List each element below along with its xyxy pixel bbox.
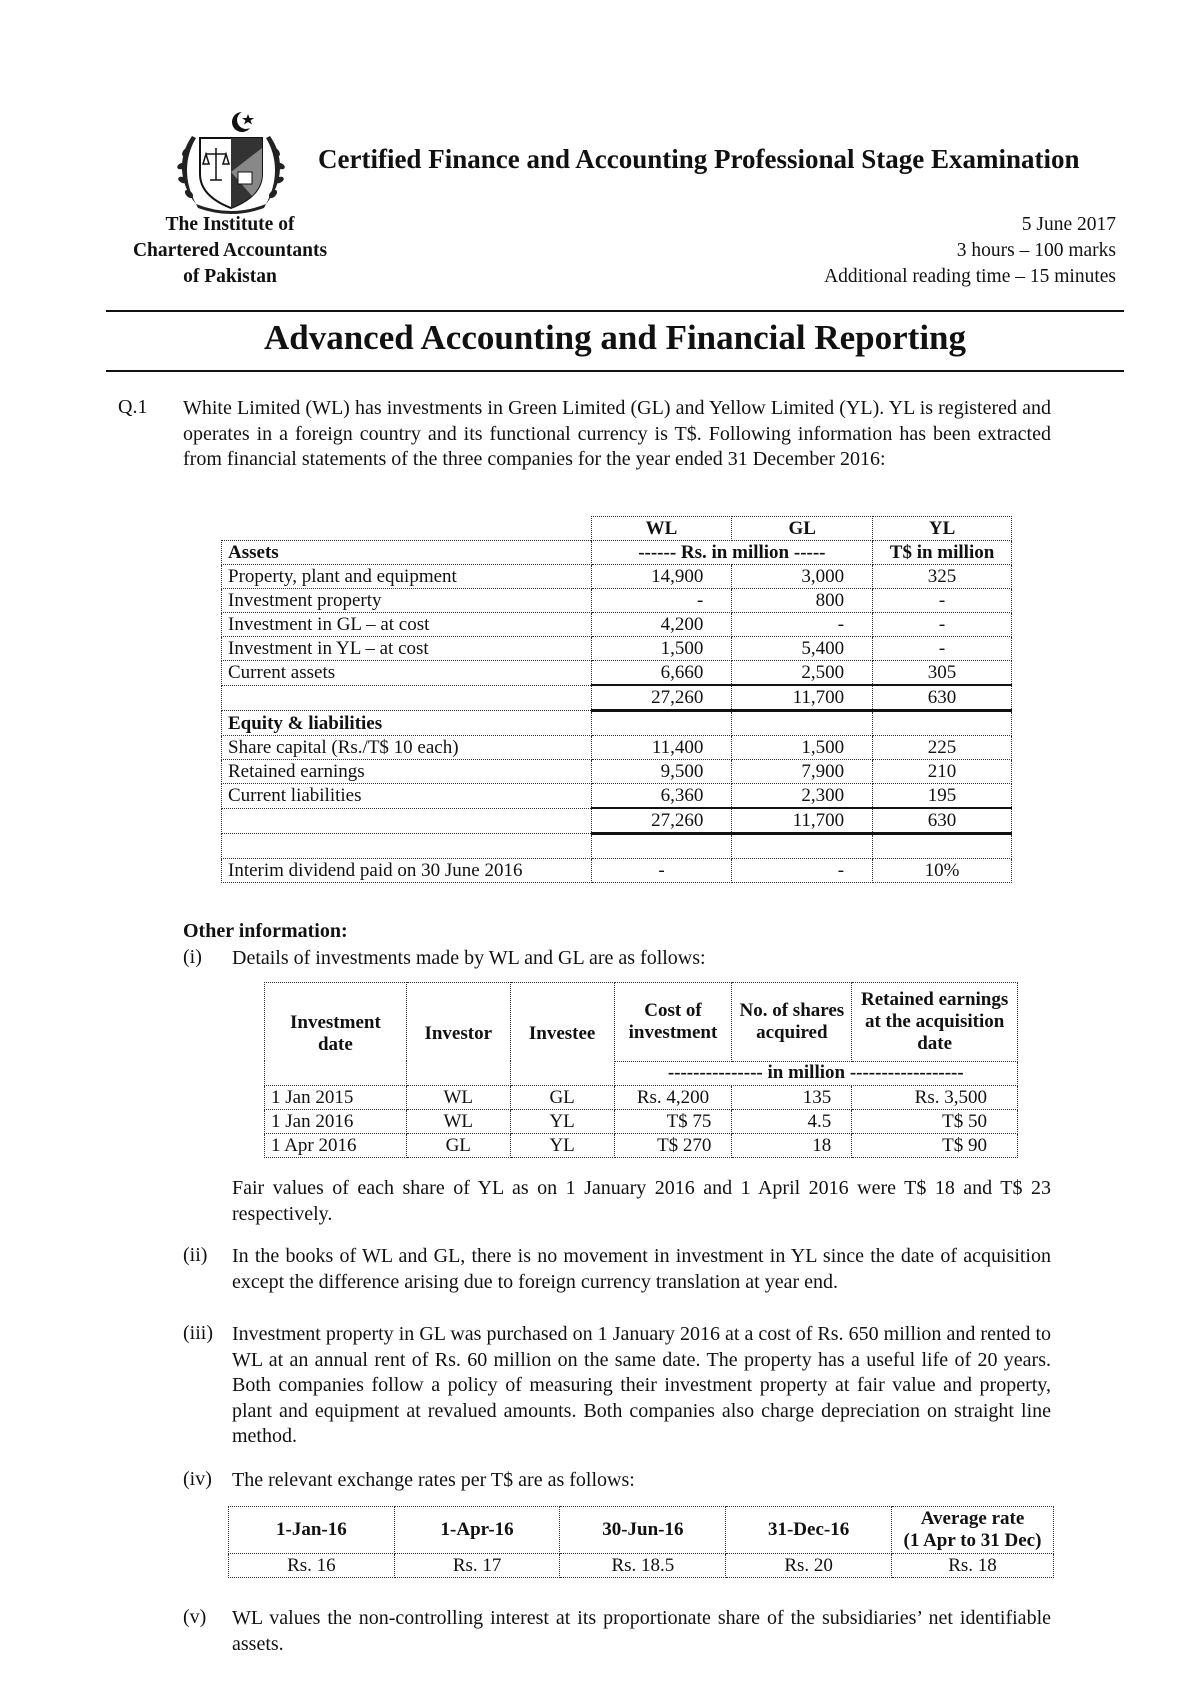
total-wl: 27,260 [591, 808, 732, 834]
item-number: (v) [183, 1606, 207, 1628]
cell-yl: 10% [873, 859, 1012, 883]
cell-gl: 7,900 [732, 760, 873, 784]
cell-investee: GL [510, 1086, 614, 1110]
table-row [265, 1086, 1018, 1110]
blank-cell [591, 834, 732, 859]
cell-yl: - [873, 589, 1012, 613]
table-row [222, 760, 1012, 784]
col-header-line: Average rate [920, 1508, 1025, 1529]
exam-duration: 3 hours – 100 marks [956, 240, 1116, 261]
col-header: 31-Dec-16 [726, 1507, 892, 1554]
cell-re: T$ 90 [852, 1134, 1018, 1158]
dividend-row [222, 859, 1012, 883]
table-row [222, 784, 1012, 809]
cell-investor: WL [406, 1110, 510, 1134]
equity-heading: Equity & liabilities [222, 711, 592, 736]
cell-wl: - [591, 859, 732, 883]
row-label: Current liabilities [222, 784, 592, 809]
item-text: Investment property in GL was purchased on 1 January 2016 at a cost of Rs. 650 million and rented to WL at an annual rent of Rs. 60 million on the same date. The property has a useful life of 20 years. Both companies follow a policy of measuring their investment property at fair value and property, plant and equipment at revalued amounts. Both companies also charge depreciation on straight line method. [232, 1323, 1051, 1447]
cell-wl: 6,660 [591, 661, 732, 686]
blank-cell [222, 517, 592, 541]
cell-wl: - [591, 589, 732, 613]
cell-date: 1 Jan 2016 [265, 1110, 407, 1134]
cell-cost: T$ 75 [614, 1110, 732, 1134]
total-gl: 11,700 [732, 808, 873, 834]
cell-gl: 1,500 [732, 736, 873, 760]
cell-date: 1 Jan 2015 [265, 1086, 407, 1110]
blank-cell [732, 711, 873, 736]
exam-title: Certified Finance and Accounting Professional Stage Examination [318, 144, 1080, 174]
col-header: 1-Jan-16 [229, 1507, 395, 1554]
cell-investor: WL [406, 1086, 510, 1110]
cell-yl: 210 [873, 760, 1012, 784]
units-ts: T$ in million [873, 541, 1012, 565]
col-header: 1-Apr-16 [394, 1507, 560, 1554]
col-header-gl: GL [732, 517, 873, 541]
spacer-row [222, 834, 1012, 859]
row-label: Investment property [222, 589, 592, 613]
cell-wl: 1,500 [591, 637, 732, 661]
question-intro: White Limited (WL) has investments in Green Limited (GL) and Yellow Limited (YL). YL is registered and operates in a foreign country and its functional currency is T$. Following information has been extracted from financial statements of the three companies for the year ended 31 December 2016: [183, 397, 1051, 470]
cell-shares: 18 [732, 1134, 852, 1158]
table-header-row [265, 983, 1018, 1062]
table-header-row [222, 517, 1012, 541]
table-row [222, 613, 1012, 637]
cell-shares: 4.5 [732, 1110, 852, 1134]
paper-title: Advanced Accounting and Financial Reporting [263, 318, 967, 357]
row-label: Investment in YL – at cost [222, 637, 592, 661]
other-info-heading: Other information: [183, 920, 348, 942]
table-row [222, 565, 1012, 589]
institute-line: of Pakistan [183, 266, 277, 287]
row-label: Investment in GL – at cost [222, 613, 592, 637]
equity-total-row [222, 808, 1012, 834]
total-yl: 630 [873, 808, 1012, 834]
table-row [222, 541, 1012, 565]
table-row [222, 711, 1012, 736]
item-text: Details of investments made by WL and GL are as follows: [232, 947, 706, 969]
item-number: (iii) [183, 1322, 213, 1344]
institute-line: Chartered Accountants [132, 240, 328, 261]
cell-gl: 2,300 [732, 784, 873, 809]
cell-re: T$ 50 [852, 1110, 1018, 1134]
rate-cell: Rs. 18 [892, 1554, 1054, 1578]
row-label: Retained earnings [222, 760, 592, 784]
cell-wl: 11,400 [591, 736, 732, 760]
institute-line: The Institute of [165, 214, 295, 235]
institute-name [110, 212, 350, 290]
question-number: Q.1 [118, 396, 148, 418]
item-text: In the books of WL and GL, there is no movement in investment in YL since the date of acquisition except the difference arising due to foreign currency translation at year end. [232, 1245, 1051, 1293]
col-header-average [892, 1507, 1054, 1554]
col-header-wl: WL [591, 517, 732, 541]
row-label: Share capital (Rs./T$ 10 each) [222, 736, 592, 760]
cell-investee: YL [510, 1134, 614, 1158]
row-label: Interim dividend paid on 30 June 2016 [222, 859, 592, 883]
header-rule-top [106, 310, 1124, 312]
col-header-yl: YL [873, 517, 1012, 541]
item-number: (ii) [183, 1244, 208, 1266]
cell-investor: GL [406, 1134, 510, 1158]
exchange-rates-table [228, 1506, 1054, 1578]
cell-cost: T$ 270 [614, 1134, 732, 1158]
cell-yl: 325 [873, 565, 1012, 589]
item-number: (i) [183, 946, 202, 968]
total-yl: 630 [873, 685, 1012, 711]
header-rule-bottom [106, 370, 1124, 372]
cell-gl: 800 [732, 589, 873, 613]
row-label: Current assets [222, 661, 592, 686]
cell-yl: - [873, 637, 1012, 661]
blank-cell [222, 685, 592, 711]
blank-cell [873, 711, 1012, 736]
cell-shares: 135 [732, 1086, 852, 1110]
col-header-line: (1 Apr to 31 Dec) [903, 1530, 1042, 1551]
cell-yl: 305 [873, 661, 1012, 686]
cell-yl: 225 [873, 736, 1012, 760]
blank-cell [732, 834, 873, 859]
reading-time: Additional reading time – 15 minutes [824, 266, 1116, 287]
rate-cell: Rs. 16 [229, 1554, 395, 1578]
col-header: Investee [510, 983, 614, 1086]
investment-details-table [264, 982, 1018, 1158]
blank-cell [873, 834, 1012, 859]
cell-date: 1 Apr 2016 [265, 1134, 407, 1158]
col-header: Retained earnings at the acquisition date [852, 983, 1018, 1062]
table-row [222, 736, 1012, 760]
col-header: Investor [406, 983, 510, 1086]
cell-re: Rs. 3,500 [852, 1086, 1018, 1110]
table-row [222, 661, 1012, 686]
item-text: WL values the non-controlling interest at its proportionate share of the subsidiaries’ net identifiable assets. [232, 1607, 1051, 1655]
cell-investee: YL [510, 1110, 614, 1134]
institute-logo [172, 108, 290, 220]
cell-wl: 9,500 [591, 760, 732, 784]
rate-cell: Rs. 17 [394, 1554, 560, 1578]
cell-gl: - [732, 613, 873, 637]
units-rs: ------ Rs. in million ----- [591, 541, 873, 565]
rate-cell: Rs. 20 [726, 1554, 892, 1578]
assets-total-row [222, 685, 1012, 711]
blank-cell [222, 808, 592, 834]
item-number: (iv) [183, 1468, 212, 1490]
col-header: Investment date [265, 983, 407, 1086]
financial-statements-table [221, 516, 1012, 883]
table-row [265, 1110, 1018, 1134]
units-label: --------------- in million ------------------ [614, 1061, 1017, 1085]
cell-yl: - [873, 613, 1012, 637]
cell-gl: - [732, 859, 873, 883]
table-row [229, 1554, 1054, 1578]
col-header: No. of shares acquired [732, 983, 852, 1062]
exam-meta [824, 212, 1116, 290]
total-gl: 11,700 [732, 685, 873, 711]
table-row [222, 589, 1012, 613]
fair-value-note: Fair values of each share of YL as on 1 January 2016 and 1 April 2016 were T$ 18 and T$ 23 respectively. [232, 1177, 1051, 1225]
cell-wl: 14,900 [591, 565, 732, 589]
table-header-row [229, 1507, 1054, 1554]
cell-wl: 4,200 [591, 613, 732, 637]
rate-cell: Rs. 18.5 [560, 1554, 726, 1578]
assets-heading: Assets [222, 541, 592, 565]
cell-gl: 5,400 [732, 637, 873, 661]
cell-gl: 2,500 [732, 661, 873, 686]
col-header: 30-Jun-16 [560, 1507, 726, 1554]
crescent-star-icon [232, 112, 254, 132]
total-wl: 27,260 [591, 685, 732, 711]
item-text: The relevant exchange rates per T$ are as follows: [232, 1469, 635, 1491]
cell-wl: 6,360 [591, 784, 732, 809]
blank-cell [222, 834, 592, 859]
cell-cost: Rs. 4,200 [614, 1086, 732, 1110]
table-row [222, 637, 1012, 661]
table-row [265, 1134, 1018, 1158]
exam-date: 5 June 2017 [1021, 214, 1116, 235]
row-label: Property, plant and equipment [222, 565, 592, 589]
blank-cell [591, 711, 732, 736]
cell-gl: 3,000 [732, 565, 873, 589]
ledger-book-icon [238, 172, 252, 184]
col-header: Cost of investment [614, 983, 732, 1062]
cell-yl: 195 [873, 784, 1012, 809]
